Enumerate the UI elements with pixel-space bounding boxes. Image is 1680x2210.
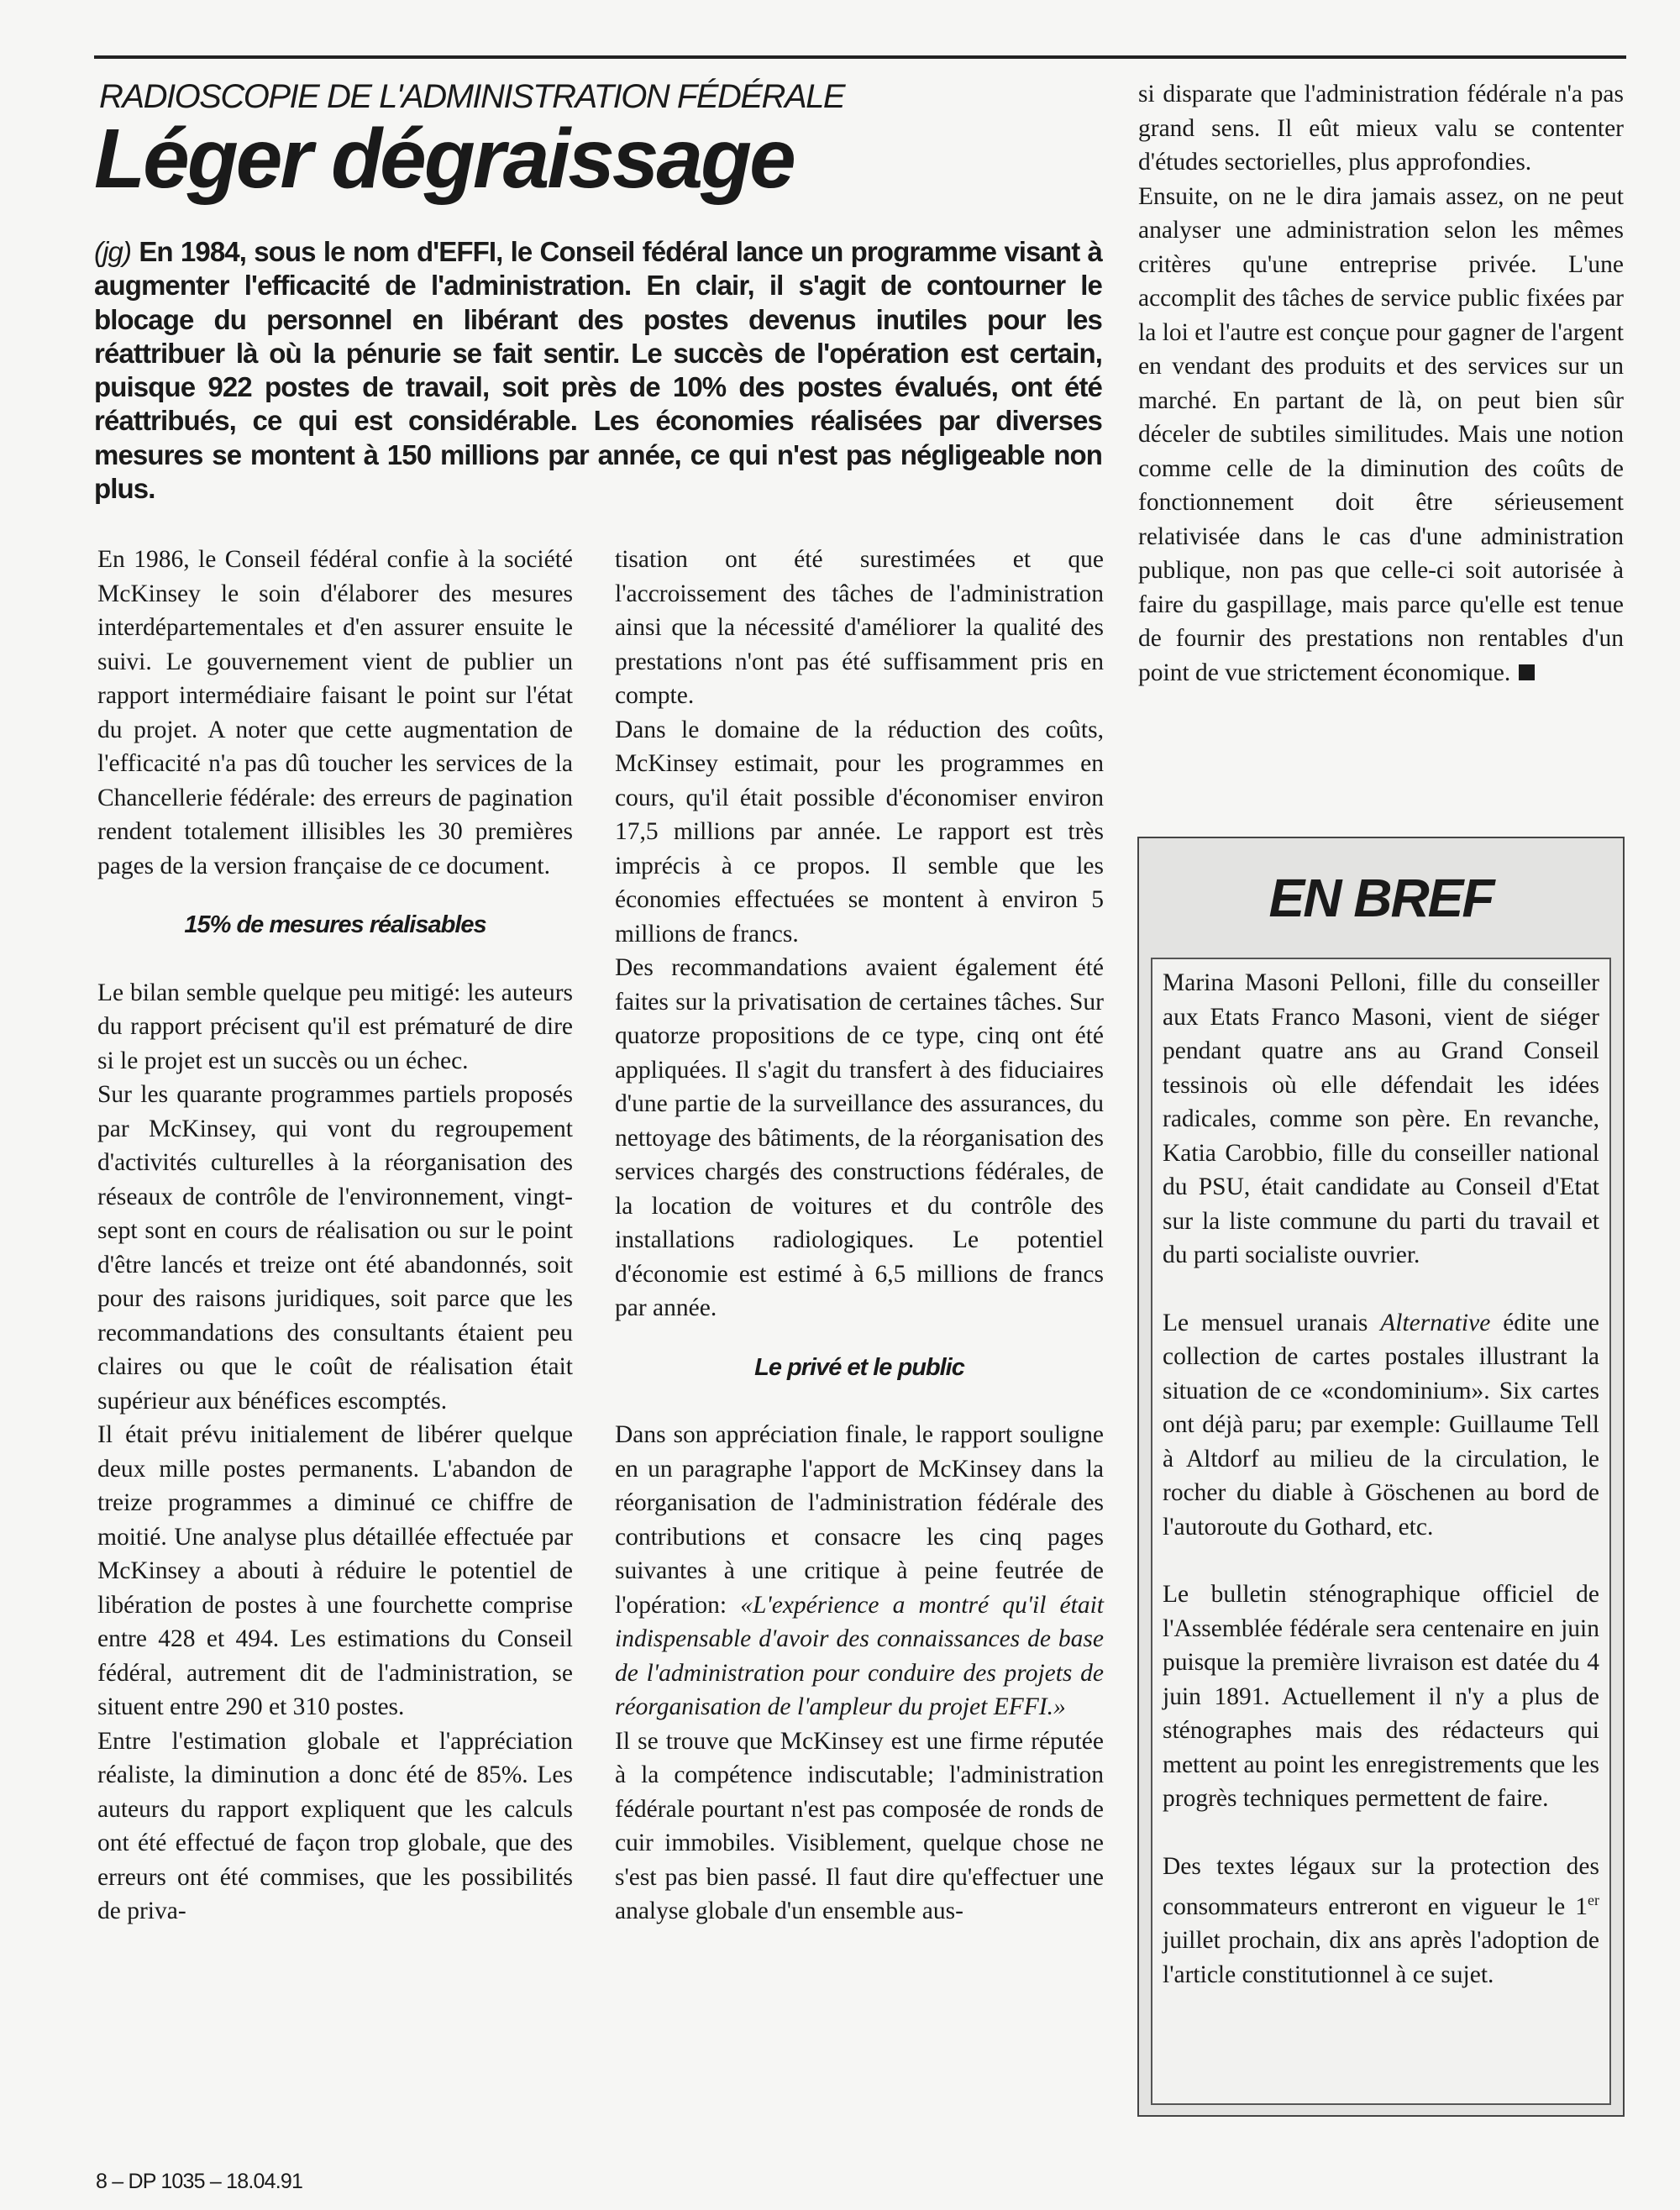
publication-name: Alternative (1380, 1309, 1491, 1336)
headline: Léger dégraissage (94, 112, 794, 206)
paragraph (615, 1418, 1104, 1724)
paragraph: tisation ont été surestimées et que l'accroissement des tâches de l'administration ainsi que la nécessité d'améliorer la qualité des prestations n'ont pas été suffisamment pris en compte. (615, 546, 1104, 709)
brief-item: Le bulletin sténographique officiel de l'Assemblée fédérale sera centenaire en juin puisque la première livraison est datée du 4 juin 1891. Actuellement il n'y a plus de sténographes mais des rédacteurs qui mettent au point les enregistrements que les progrès techniques permettent de faire. (1163, 1581, 1599, 1812)
paragraph (1138, 180, 1624, 690)
report-quote: «L'expérience a montré qu'il était indispensable d'avoir des connaissances de base de l'administration pour conduire des projets de réorganisation de l'ampleur du projet EFFI.» (615, 1591, 1104, 1720)
paragraph: Il était prévu initialement de libérer quelque deux mille postes permanents. L'abandon de treize programmes a diminué ce chiffre de moitié. Une analyse plus détaillée effectuée par McKinsey a abouti à réduire le potentiel de libération de postes à une fourchette comprise entre 428 et 494. Les estimations du Conseil fédéral, autrement dit de l'administration, se situent entre 290 et 310 postes. (97, 1421, 573, 1720)
paragraph: Il se trouve que McKinsey est une firme réputée à la compétence indiscutable; l'administration fédérale pourtant n'est pas composée de ronds de cuir immobiles. Visiblement, quelque chose ne s'est pas bien passé. Il faut dire qu'effectuer une analyse globale d'un ensemble aus- (615, 1727, 1104, 1924)
section-kicker: RADIOSCOPIE DE L'ADMINISTRATION FÉDÉRALE (99, 78, 845, 115)
paragraph: En 1986, le Conseil fédéral confie à la société McKinsey le soin d'élaborer des mesures interdépartementales et d'en assurer ensuite le suivi. Le gouvernement vient de publier un rapport intermédiaire faisant le point sur l'état du projet. A noter que cette augmentation de l'efficacité n'a pas dû toucher les services de la Chancellerie fédérale: des erreurs de pagination rendent totalement illisibles les 30 premières pages de la version française de ce document. (97, 546, 573, 879)
paragraph: Entre l'estimation globale et l'appréciation réaliste, la diminution a donc été de 85%. Les auteurs du rapport expliquent que les calculs ont été effectué de façon trop globale, que des erreurs ont été commises, que les possibilités de priva- (97, 1727, 573, 1924)
end-mark-icon (1519, 664, 1535, 680)
brief-item (1163, 1306, 1599, 1545)
author-credit: (jg) (94, 236, 132, 267)
brief-text: édite une collection de cartes postales illustrant la situation de ce «condominium». Six cartes ont déjà paru; par exemple: Guillaume Tell à Altdorf au milieu de la circulation, le rocher du diable à Göschenen au bord de l'autoroute du Gothard, etc. (1163, 1309, 1599, 1541)
article-column-2 (615, 543, 1104, 1929)
paragraph: Dans le domaine de la réduction des coûts, McKinsey estimait, pour les programmes en cours, qu'il était possible d'économiser environ 17,5 millions par année. Le rapport est très imprécis à ce propos. Il semble que les économies effectuées se montent à environ 5 millions de francs. (615, 716, 1104, 948)
brief-item (1163, 1850, 1599, 1992)
paragraph-text: Ensuite, on ne le dira jamais assez, on ne peut analyser une administration selon les mêmes critères qu'une entreprise privée. L'une accomplit des tâches de service public fixées par la loi et l'autre est conçue pour gagner de l'argent en vendant des produits et des services sur un marché. En partant de là, on peut bien sûr déceler de subtiles similitudes. Mais une notion comme celle de la diminution des coûts de fonctionnement doit être sérieusement relativisée dans le cas d'une administration publique, non pas que celle-ci soit autorisée à faire du gaspillage, mais parce qu'elle est tenue de fournir des prestations non rentables d'un point de vue strictement économique. (1138, 182, 1624, 686)
en-bref-box (1137, 837, 1625, 2117)
en-bref-body (1151, 958, 1611, 2105)
ordinal-superscript: er (1588, 1892, 1599, 1908)
top-rule (94, 55, 1626, 59)
lead-paragraph (94, 235, 1102, 506)
article-column-3 (1138, 77, 1624, 690)
paragraph: Des recommandations avaient également été faites sur la privatisation de certaines tâches. Sur quatorze propositions de ce type, cinq ont été appliquées. Il s'agit du transfert à des fiduciaires d'une partie de la surveillance des assurances, du nettoyage des bâtiments, de la réorganisation des services chargés des constructions fédérales, de la location de voitures et du contrôle des installations radiologiques. Le potentiel d'économie est estimé à 6,5 millions de francs par année. (615, 954, 1104, 1321)
page-folio: 8 – DP 1035 – 18.04.91 (96, 2170, 303, 2193)
brief-text: juillet prochain, dix ans après l'adoption de l'article constitutionnel à ce sujet. (1163, 1927, 1599, 1988)
article-column-1 (97, 543, 573, 1929)
brief-text: Le mensuel uranais (1163, 1309, 1368, 1336)
lead-text: En 1984, sous le nom d'EFFI, le Conseil fédéral lance un programme visant à augmenter l'efficacité de l'administration. En clair, il s'agit de contourner le blocage du personnel en libérant des postes devenus inutiles pour les réattribuer là où la pénurie se fait sentir. Le succès de l'opération est certain, puisque 922 postes de travail, soit près de 10% des postes évalués, ont été réattribués, ce qui est considérable. Les économies réalisées par diverses mesures se montent à 150 millions par année, ce qui n'est pas négligeable non plus. (94, 236, 1102, 505)
paragraph: Sur les quarante programmes partiels proposés par McKinsey, qui vont du regroupement d'activités culturelles à la réorganisation des réseaux de contrôle de l'environnement, vingt-sept sont en cours de réalisation ou sur le point d'être lancés et treize ont été abandonnés, soit pour des raisons juridiques, soit parce que les recommandations des consultants étaient peu claires ou que le coût de réalisation était supérieur aux bénéfices escomptés. (97, 1081, 573, 1415)
en-bref-title: EN BREF (1268, 868, 1494, 928)
paragraph-text: Dans son appréciation finale, le rapport souligne en un paragraphe l'apport de McKinsey dans la réorganisation de l'administration fédérale des contributions et consacre les cinq pages suivantes à une critique à peine feutrée de l'opération: (615, 1421, 1104, 1619)
paragraph: si disparate que l'administration fédérale n'a pas grand sens. Il eût mieux valu se contenter d'études sectorielles, plus approfondies. (1138, 81, 1624, 176)
subhead-mesures: 15% de mesures réalisables (184, 911, 486, 938)
brief-item: Marina Masoni Pelloni, fille du conseiller aux Etats Franco Masoni, vient de siéger pendant quatre ans au Grand Conseil tessinois où elle défendait les idées radicales, comme son père. En revanche, Katia Carobbio, fille du conseiller national du PSU, était candidate au Conseil d'Etat sur la liste commune du parti du travail et du parti socialiste ouvrier. (1163, 969, 1599, 1268)
subhead-prive-public: Le privé et le public (754, 1353, 964, 1381)
paragraph: Le bilan semble quelque peu mitigé: les auteurs du rapport précisent qu'il est prématuré de dire si le projet est un succès ou un échec. (97, 979, 573, 1074)
brief-text: Des textes légaux sur la protection des consommateurs entreront en vigueur le 1 (1163, 1852, 1599, 1920)
